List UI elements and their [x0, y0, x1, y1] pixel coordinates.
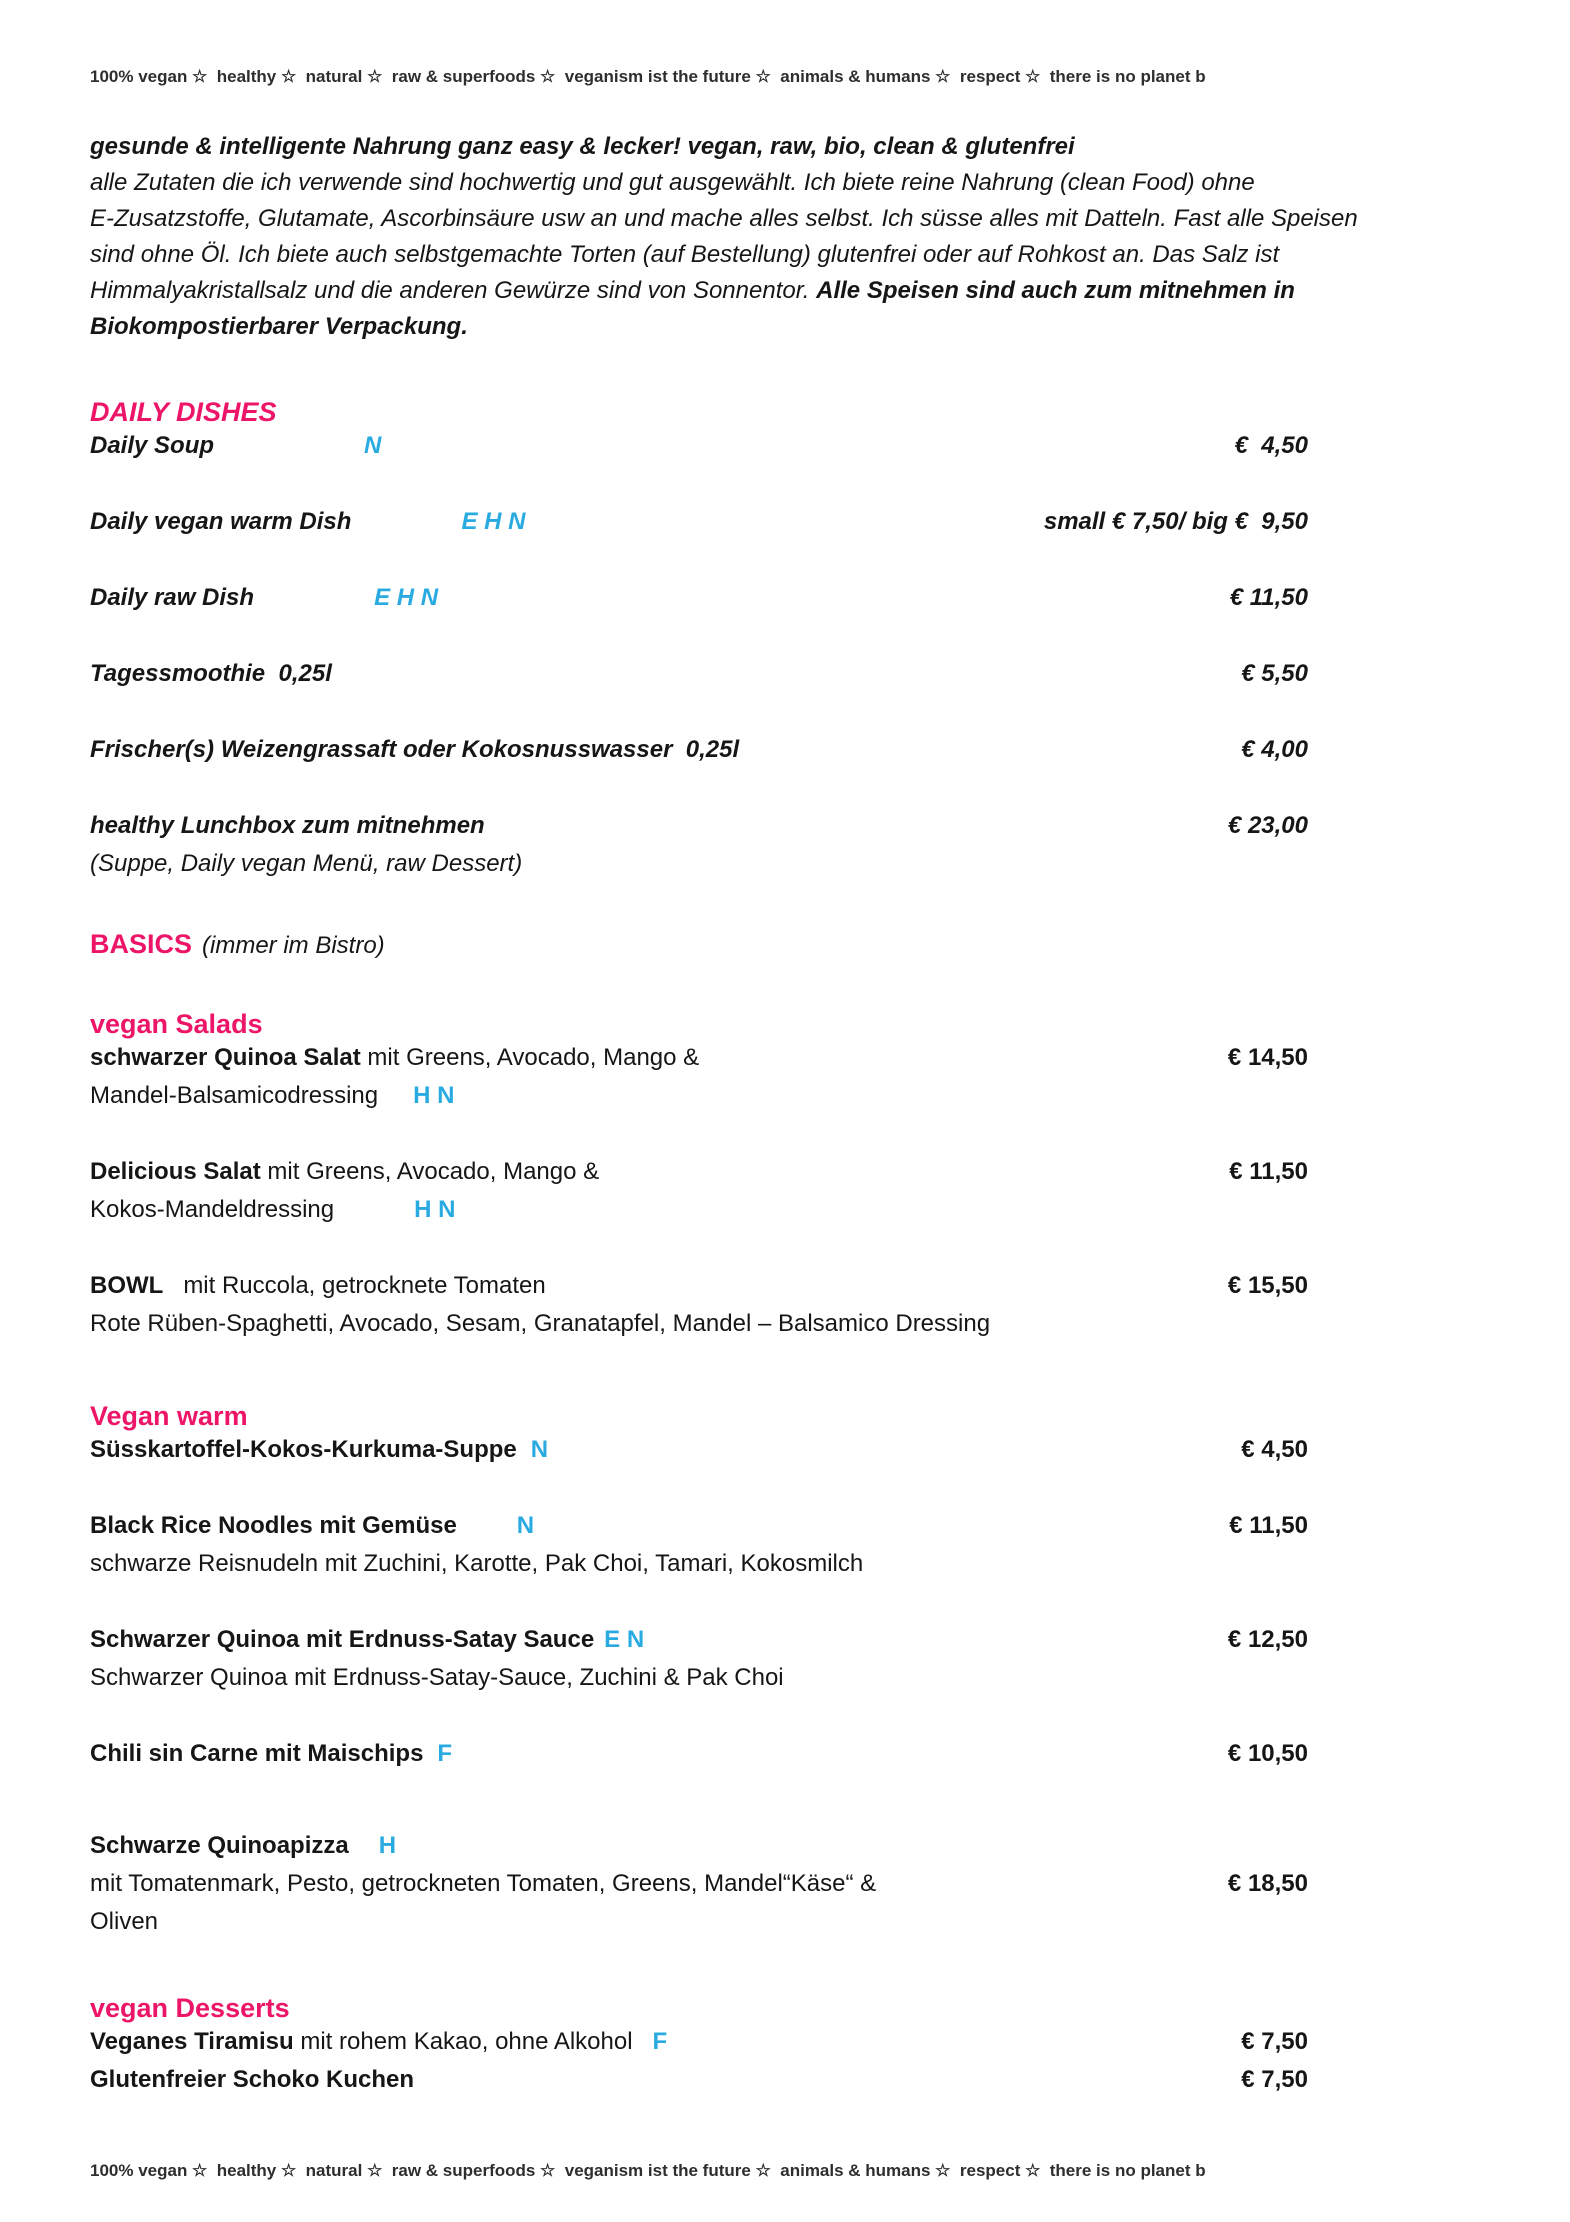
dish-name: Schwarze Quinoapizza [90, 1832, 349, 1859]
blank-line [90, 1469, 1480, 1507]
dietary-tags: H N [413, 1082, 455, 1109]
menu-line [90, 1507, 1480, 1545]
dish-price: € 5,50 [1241, 660, 1308, 687]
dietary-tags: H [378, 1832, 397, 1859]
dish-price: € 11,50 [1229, 584, 1308, 611]
dish-text: Mandel-Balsamicodressing [90, 1082, 379, 1109]
blank-line [90, 1697, 1480, 1735]
dietary-tags: N [516, 1512, 535, 1539]
menu-sections [90, 397, 1480, 2099]
dish-text: (Suppe, Daily vegan Menü, raw Dessert) [90, 850, 523, 877]
menu-item [90, 427, 1480, 465]
section-heading-text: DAILY DISHES [90, 397, 277, 427]
menu-item [90, 503, 1480, 541]
dish-price: € 14,50 [1227, 1044, 1308, 1071]
dish-price: small € 7,50/ big € 9,50 [1043, 508, 1308, 535]
dish-price: € 7,50 [1241, 2066, 1308, 2093]
section-heading [90, 397, 1480, 427]
dietary-tags: E H N [374, 584, 439, 611]
dietary-tags: F [437, 1740, 453, 1767]
menu-line [90, 1431, 1480, 1469]
menu-line [90, 845, 1480, 883]
menu-line [90, 1191, 1480, 1229]
blank-line [90, 465, 1480, 503]
menu-line [90, 2061, 1480, 2099]
dish-text: Himmalyakristallsalz und die anderen Gewürze sind von Sonnentor. [90, 277, 817, 304]
blank-line [90, 693, 1480, 731]
menu-section [90, 397, 1480, 921]
dietary-tags: E H N [461, 508, 526, 535]
blank-line [90, 1773, 1480, 1811]
dish-name: Daily Soup [90, 432, 215, 459]
intro-line [90, 309, 1480, 345]
menu-item [90, 655, 1480, 693]
menu-line [90, 1659, 1480, 1697]
dish-price: € 12,50 [1227, 1626, 1308, 1653]
section-heading [90, 929, 1480, 959]
menu-line [90, 503, 1480, 541]
menu-section [90, 1993, 1480, 2099]
menu-line [90, 655, 1480, 693]
menu-line [90, 1267, 1480, 1305]
menu-item [90, 1039, 1480, 1115]
menu-line [90, 1305, 1480, 1343]
dish-name: Delicious Salat [90, 1158, 261, 1185]
menu-item [90, 579, 1480, 617]
menu-section [90, 1009, 1480, 1381]
menu-line [90, 579, 1480, 617]
dish-price: € 10,50 [1227, 1740, 1308, 1767]
dish-text: Schwarzer Quinoa mit Erdnuss-Satay-Sauce, Zuchini & Pak Choi [90, 1664, 784, 1691]
menu-section [90, 929, 1480, 959]
menu-item [90, 1507, 1480, 1583]
menu-line [90, 1621, 1480, 1659]
dish-price: € 7,50 [1241, 2028, 1308, 2055]
dish-name: Biokompostierbarer Verpackung. [90, 313, 468, 340]
intro-line [90, 129, 1480, 165]
menu-line [90, 807, 1480, 845]
dish-price: € 4,50 [1234, 432, 1308, 459]
dish-name: Daily raw Dish [90, 584, 255, 611]
intro [90, 129, 1480, 345]
dish-text: Kokos-Mandeldressing [90, 1196, 335, 1223]
dietary-tags: E N [604, 1626, 645, 1653]
dish-price: € 11,50 [1229, 1158, 1308, 1185]
dish-name: Chili sin Carne mit Maischips [90, 1740, 424, 1767]
dish-text: sind ohne Öl. Ich biete auch selbstgemachte Torten (auf Bestellung) glutenfrei oder auf Rohkost an. Das Salz ist [90, 241, 1280, 268]
dish-name: Frischer(s) Weizengrassaft oder Kokosnusswasser 0,25l [90, 736, 740, 763]
dish-text: mit Tomatenmark, Pesto, getrockneten Tomaten, Greens, Mandel“Käse“ & [90, 1870, 877, 1897]
menu-section [90, 1401, 1480, 1979]
dietary-tags: F [652, 2028, 668, 2055]
blank-line [90, 1343, 1480, 1381]
intro-line [90, 237, 1480, 273]
dietary-tags: H N [414, 1196, 456, 1223]
dish-price: € 4,50 [1241, 1436, 1308, 1463]
dish-text: E-Zusatzstoffe, Glutamate, Ascorbinsäure usw an und mache alles selbst. Ich süsse alles mit Datteln. Fast alle Speisen [90, 205, 1358, 232]
blank-line [90, 1941, 1480, 1979]
blank-line [90, 617, 1480, 655]
section-heading [90, 1009, 1480, 1039]
menu-line [90, 1827, 1480, 1865]
section-heading-text: vegan Salads [90, 1009, 263, 1039]
section-heading-text: vegan Desserts [90, 1993, 290, 2023]
section-heading [90, 1993, 1480, 2023]
menu-line [90, 1039, 1480, 1077]
dish-text: alle Zutaten die ich verwende sind hochwertig und gut ausgewählt. Ich biete reine Nahrung (clean Food) ohne [90, 169, 1255, 196]
dietary-tags: N [364, 432, 382, 459]
menu-line [90, 1903, 1480, 1941]
dish-name: Süsskartoffel-Kokos-Kurkuma-Suppe [90, 1436, 517, 1463]
menu-item [90, 1153, 1480, 1229]
dish-name: Alle Speisen sind auch zum mitnehmen in [816, 277, 1295, 304]
intro-line [90, 165, 1480, 201]
dish-name: BOWL [90, 1272, 164, 1299]
section-heading-suffix: (immer im Bistro) [202, 932, 385, 959]
menu-line [90, 1077, 1480, 1115]
dish-name: healthy Lunchbox zum mitnehmen [90, 812, 485, 839]
menu-item [90, 1431, 1480, 1469]
dish-name: Schwarzer Quinoa mit Erdnuss-Satay Sauce [90, 1626, 595, 1653]
menu-line [90, 427, 1480, 465]
dish-price: € 4,00 [1241, 736, 1308, 763]
dish-text: schwarze Reisnudeln mit Zuchini, Karotte, Pak Choi, Tamari, Kokosmilch [90, 1550, 864, 1577]
dish-name: Veganes Tiramisu [90, 2028, 294, 2055]
dish-price: € 15,50 [1227, 1272, 1308, 1299]
blank-line [90, 769, 1480, 807]
dish-price: € 11,50 [1229, 1512, 1308, 1539]
dish-price: € 23,00 [1227, 812, 1308, 839]
menu-item [90, 1267, 1480, 1343]
blank-line [90, 541, 1480, 579]
section-heading-text: Vegan warm [90, 1401, 248, 1431]
dietary-tags: N [530, 1436, 549, 1463]
dish-text: mit Ruccola, getrocknete Tomaten [163, 1272, 546, 1299]
menu-item [90, 1621, 1480, 1697]
section-heading [90, 1401, 1480, 1431]
blank-line [90, 883, 1480, 921]
menu-line [90, 1735, 1480, 1773]
footer-banner: 100% vegan ☆ healthy ☆ natural ☆ raw & superfoods ☆ veganism ist the future ☆ animals & humans ☆ respect ☆ there is no planet b [90, 2161, 1206, 2180]
dish-text: Rote Rüben-Spaghetti, Avocado, Sesam, Granatapfel, Mandel – Balsamico Dressing [90, 1310, 991, 1337]
section-heading-text: BASICS [90, 929, 193, 959]
blank-line [90, 1115, 1480, 1153]
intro-line [90, 273, 1480, 309]
menu-item [90, 1735, 1480, 1773]
dish-name: Black Rice Noodles mit Gemüse [90, 1512, 457, 1539]
menu-line [90, 731, 1480, 769]
blank-line [90, 1229, 1480, 1267]
dish-name: Daily vegan warm Dish [90, 508, 352, 535]
dish-name: gesunde & intelligente Nahrung ganz easy & lecker! vegan, raw, bio, clean & glutenfrei [90, 133, 1075, 160]
header-banner: 100% vegan ☆ healthy ☆ natural ☆ raw & superfoods ☆ veganism ist the future ☆ animals & humans ☆ respect ☆ there is no planet b [90, 67, 1206, 86]
menu-item [90, 1827, 1480, 1941]
dish-name: Glutenfreier Schoko Kuchen [90, 2066, 415, 2093]
dish-name: Tagessmoothie 0,25l [90, 660, 332, 687]
menu-line [90, 2023, 1480, 2061]
dish-text: mit Greens, Avocado, Mango & [360, 1044, 700, 1071]
dish-text: mit rohem Kakao, ohne Alkohol [293, 2028, 633, 2055]
dish-text: Oliven [90, 1908, 159, 1935]
intro-line [90, 201, 1480, 237]
menu-line [90, 1545, 1480, 1583]
menu-item [90, 2061, 1480, 2099]
menu-item [90, 2023, 1480, 2061]
dish-name: schwarzer Quinoa Salat [90, 1044, 361, 1071]
menu-item [90, 807, 1480, 883]
dish-text: mit Greens, Avocado, Mango & [260, 1158, 600, 1185]
menu-line [90, 1153, 1480, 1191]
menu-item [90, 731, 1480, 769]
blank-line [90, 1583, 1480, 1621]
dish-price: € 18,50 [1227, 1870, 1308, 1897]
menu-line [90, 1865, 1480, 1903]
